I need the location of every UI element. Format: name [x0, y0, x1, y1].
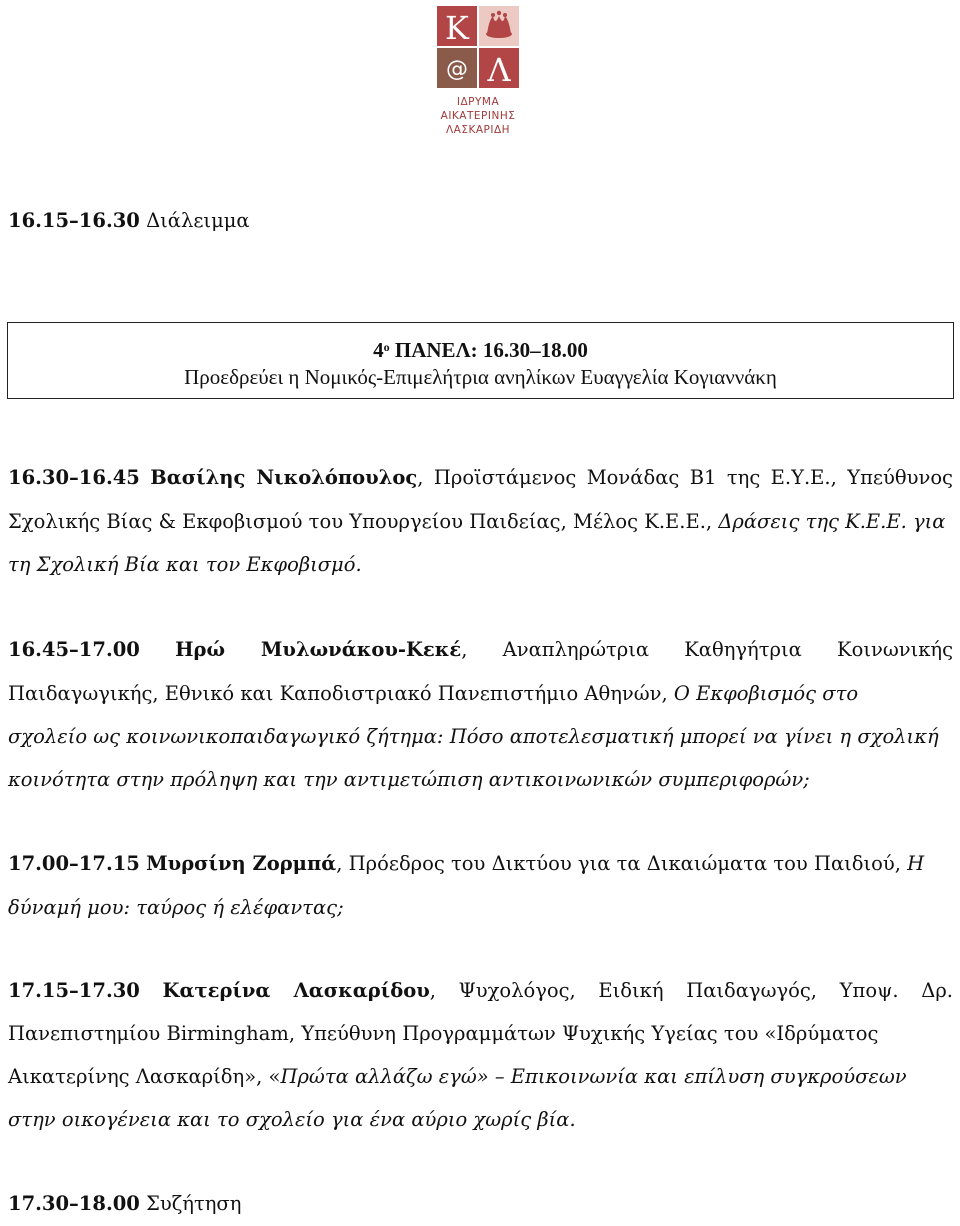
- talk4-affiliation-end: Αικατερίνης Λασκαρίδη», «: [8, 1065, 281, 1088]
- discussion-label: Συζήτηση: [139, 1192, 242, 1215]
- panel-title-text: ΠΑΝΕΛ: 16.30–18.00: [389, 338, 588, 362]
- discussion-time: 17.30–18.00: [8, 1192, 140, 1215]
- talk3-line2: [8, 886, 953, 930]
- talk2-line3: [8, 715, 953, 759]
- talk3-affiliation: , Πρόεδρος του Δικτύου για τα Δικαιώματα του Παιδιού,: [336, 852, 908, 875]
- talk4-speaker: Κατερίνα Λασκαρίδου: [162, 979, 430, 1002]
- talk4-time: 17.15–17.30: [8, 979, 140, 1002]
- logo-caption-line: ΑΙΚΑΤΕΡΙΝΗΣ: [440, 110, 516, 122]
- talk1-line2: [8, 500, 953, 544]
- talk2-title: Ο Εκφοβισμός στο: [673, 682, 859, 705]
- talk4-line1: [8, 969, 953, 1013]
- talk3-speaker: Μυρσίνη Ζορμπά: [146, 852, 337, 875]
- talk3-line1: [8, 842, 953, 886]
- panel-number: 4: [373, 338, 384, 362]
- talk1-title-cont: τη Σχολική Βία και τον Εκφοβισμό.: [8, 553, 362, 576]
- talk2-affiliation-cont: Παιδαγωγικής, Εθνικό και Καποδιστριακό Πανεπιστήμιο Αθηνών,: [8, 682, 674, 705]
- logo-caption-line: ΛΑΣΚΑΡΙΔΗ: [445, 124, 511, 136]
- talk1-line3: [8, 543, 953, 587]
- talk1-speaker: Βασίλης Νικολόπουλος: [150, 466, 418, 489]
- logo-emblem: [437, 6, 519, 88]
- talk2-title-cont: σχολείο ως κοινωνικοπαιδαγωγικό ζήτημα: Πόσο αποτελεσματική μπορεί να γίνει η σχολική: [8, 725, 939, 748]
- logo-caption-line: ΙΔΡΥΜΑ: [456, 96, 500, 108]
- panel-title: [8, 333, 953, 364]
- logo-caption: [428, 95, 528, 137]
- talk3-time: 17.00–17.15: [8, 852, 140, 875]
- panel-chair: Προεδρεύει η Νομικός-Επιμελήτρια ανηλίκων Ευαγγελία Κογιαννάκη: [184, 365, 777, 389]
- talk2-line4: [8, 758, 953, 802]
- talk2-title-end: κοινότητα στην πρόληψη και την αντιμετώπιση αντικοινωνικών συμπεριφορών;: [8, 768, 810, 791]
- talk3-title: Η: [907, 852, 925, 875]
- talk4-affiliation: , Ψυχολόγος, Ειδική Παιδαγωγός, Υποψ. Δρ.: [429, 979, 953, 1002]
- talk2-affiliation: , Αναπληρώτρια Καθηγήτρια Κοινωνικής: [461, 638, 954, 661]
- talk4-line4: [8, 1098, 953, 1142]
- panel-ordinal: ο: [383, 340, 390, 354]
- talk4-title: Πρώτα αλλάζω εγώ» – Επικοινωνία και επίλυση συγκρούσεων: [280, 1065, 907, 1088]
- panel-box: [7, 322, 954, 399]
- talk3-title-cont: δύναμή μου: ταύρος ή ελέφαντας;: [8, 896, 344, 919]
- talk1-title: Δράσεις της Κ.Ε.Ε. για: [718, 510, 946, 533]
- logo-letter-k: Κ: [445, 9, 469, 47]
- talk1-affiliation: , Προϊστάμενος Μονάδας Β1 της Ε.Υ.Ε., Υπεύθυνος: [417, 466, 953, 489]
- break-item: [8, 199, 953, 243]
- talk4-affiliation-cont: Πανεπιστημίου Birmingham, Υπεύθυνη Προγραμμάτων Ψυχικής Υγείας του «Ιδρύματος: [8, 1022, 879, 1045]
- discussion-item: [8, 1182, 953, 1226]
- foundation-logo: [428, 6, 528, 146]
- talk4-line3: [8, 1055, 953, 1099]
- talk4-title-cont: στην οικογένεια και το σχολείο για ένα αύριο χωρίς βία.: [8, 1108, 576, 1131]
- logo-letter-at: @: [446, 57, 468, 82]
- talk4-line2: [8, 1012, 953, 1056]
- talk1-affiliation-cont: Σχολικής Βίας & Εκφοβισμού του Υπουργείου Παιδείας, Μέλος Κ.Ε.Ε.,: [8, 510, 719, 533]
- talk2-speaker: Ηρώ Μυλωνάκου-Κεκέ: [175, 638, 462, 661]
- talk2-time: 16.45–17.00: [8, 638, 140, 661]
- break-label: Διάλειμμα: [139, 209, 250, 232]
- break-time: 16.15–16.30: [8, 209, 140, 232]
- talk2-line2: [8, 672, 953, 716]
- talk1-time: 16.30–16.45: [8, 466, 140, 489]
- logo-letter-lambda: Λ: [487, 51, 511, 88]
- talk1-line1: [8, 456, 953, 500]
- talk2-line1: [8, 628, 953, 672]
